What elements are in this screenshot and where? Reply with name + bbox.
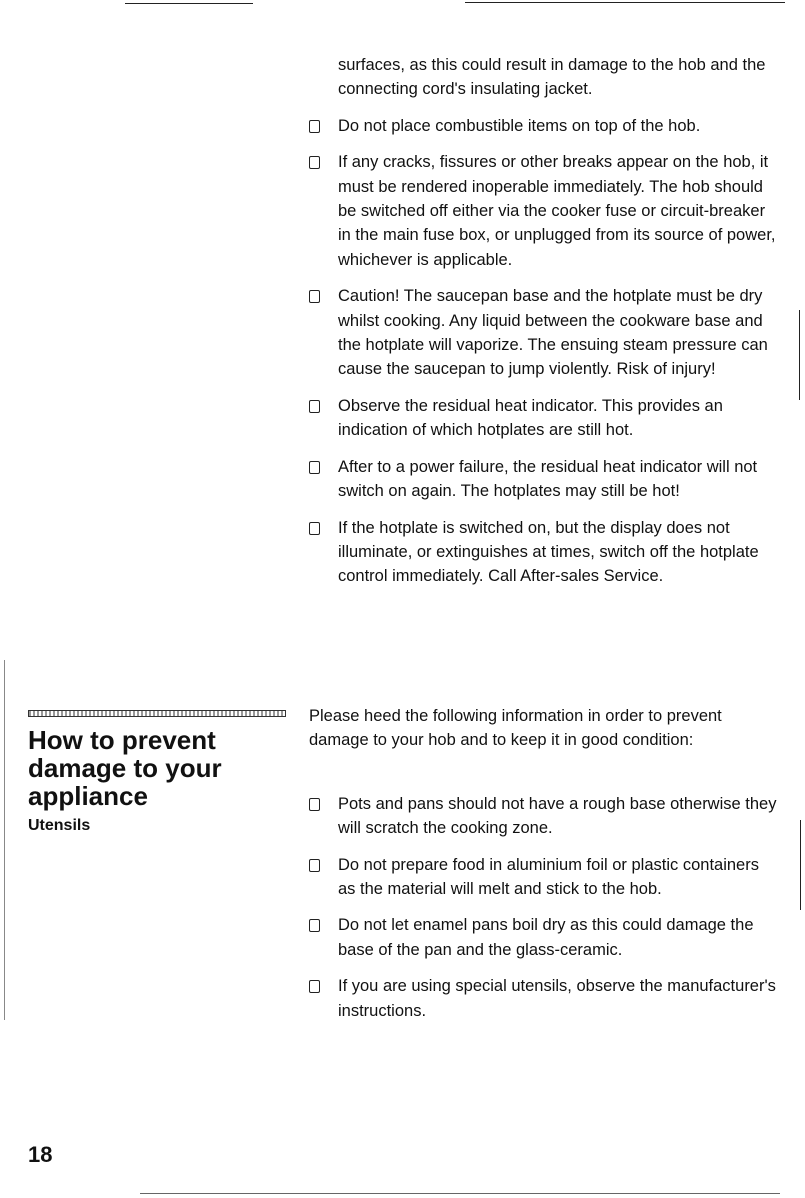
- page-number: 18: [28, 1142, 53, 1167]
- section-divider: [28, 710, 286, 717]
- scan-edge-line: [800, 820, 801, 910]
- list-item: If you are using special utensils, observe the manufacturer's instructions.: [309, 974, 777, 1023]
- checkbox-bullet-icon: [309, 522, 320, 535]
- list-item: Observe the residual heat indicator. This provides an indication of which hotplates are still hot.: [309, 394, 777, 443]
- checkbox-bullet-icon: [309, 400, 320, 413]
- list-item: If any cracks, fissures or other breaks appear on the hob, it must be rendered inoperable immediately. The hob should be switched off either via the cooker fuse or circuit-breaker in the main fuse box, or unplugged from its source of power, whichever is applicable.: [309, 150, 777, 272]
- checkbox-bullet-icon: [309, 859, 320, 872]
- list-item: Pots and pans should not have a rough base otherwise they will scratch the cooking zone.: [309, 792, 777, 841]
- checkbox-bullet-icon: [309, 919, 320, 932]
- continuation-text: surfaces, as this could result in damage to the hob and the connecting cord's insulating jacket.: [338, 56, 766, 99]
- checkbox-bullet-icon: [309, 461, 320, 474]
- intro-text: Please heed the following information in order to prevent damage to your hob and to keep it in good condition:: [309, 707, 722, 750]
- list-item: If the hotplate is switched on, but the display does not illuminate, or extinguishes at times, switch off the hotplate control immediately. Call After-sales Service.: [309, 516, 777, 589]
- section-title: How to prevent damage to your appliance: [28, 725, 222, 811]
- checkbox-bullet-icon: [309, 156, 320, 169]
- scan-edge-rule: [140, 1193, 780, 1194]
- scan-edge-line: [799, 310, 800, 400]
- scan-edge-rule: [465, 2, 785, 3]
- list-item: Do not let enamel pans boil dry as this could damage the base of the pan and the glass-ceramic.: [309, 913, 777, 962]
- list-item: Do not prepare food in aluminium foil or plastic containers as the material will melt and stick to the hob.: [309, 853, 777, 902]
- list-item: After to a power failure, the residual heat indicator will not switch on again. The hotplates may still be hot!: [309, 455, 777, 504]
- safety-section: [309, 53, 777, 589]
- scan-edge-rule: [125, 3, 253, 4]
- checkbox-bullet-icon: [309, 980, 320, 993]
- list-item: Caution! The saucepan base and the hotplate must be dry whilst cooking. Any liquid between the cookware base and the hotplate will vaporize. The ensuing steam pressure can cause the saucepan to jump violently. Risk of injury!: [309, 284, 777, 382]
- utensils-section: [309, 704, 777, 1023]
- section-subtitle: Utensils: [28, 817, 91, 834]
- scan-edge-line: [4, 660, 5, 1020]
- checkbox-bullet-icon: [309, 120, 320, 133]
- checkbox-bullet-icon: [309, 290, 320, 303]
- checkbox-bullet-icon: [309, 798, 320, 811]
- list-item: Do not place combustible items on top of the hob.: [309, 114, 777, 138]
